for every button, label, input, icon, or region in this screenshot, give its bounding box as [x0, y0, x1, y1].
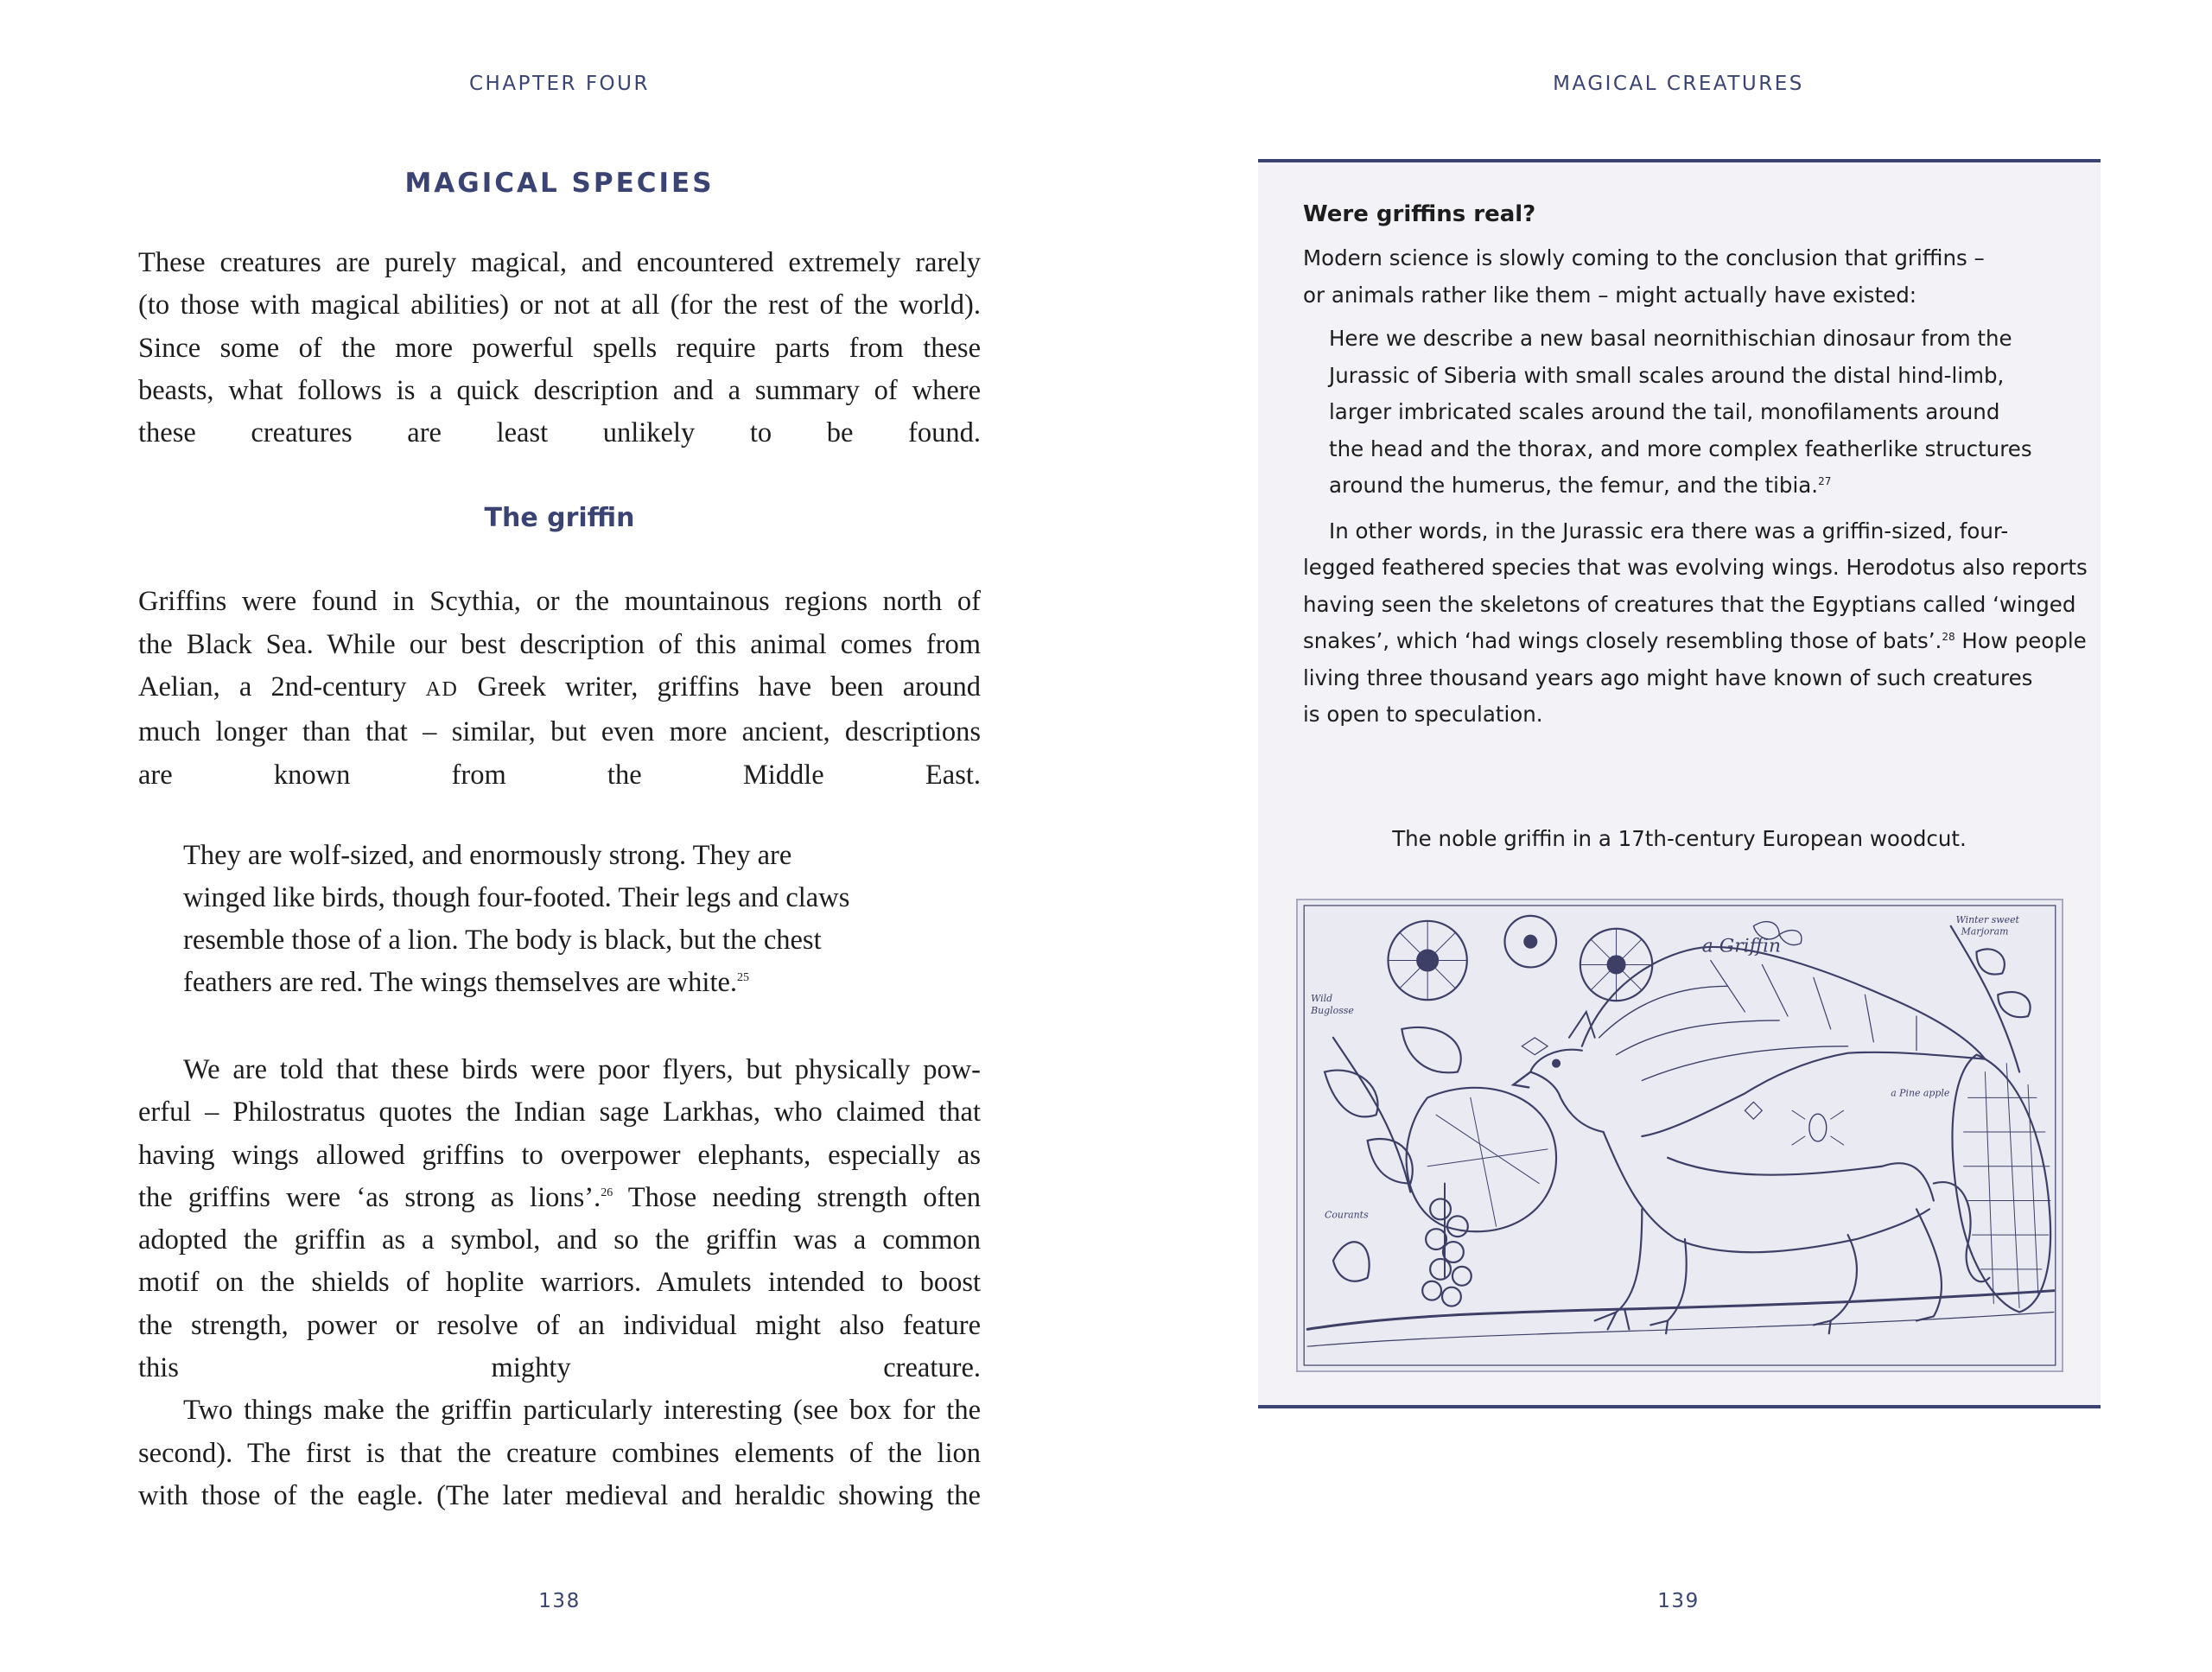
- flyers-paragraph: [138, 1049, 981, 1389]
- text-line: Modern science is slowly coming to the conclusion that griffins –: [1303, 245, 1985, 270]
- two-things-paragraph: [138, 1389, 981, 1517]
- text-line: beasts, what follows is a quick description and a summary of where: [138, 374, 981, 406]
- figure-caption: The noble griffin in a 17th-century European woodcut.: [1392, 826, 1967, 851]
- sidebar-box: [1258, 159, 2101, 1408]
- text-line: adopted the griffin as a symbol, and so the griffin was a common: [138, 1224, 981, 1256]
- quote-line: They are wolf-sized, and enormously strong. They are: [183, 839, 792, 871]
- text-line: the strength, power or resolve of an individual might also feature: [138, 1309, 981, 1341]
- text-line: having seen the skeletons of creatures that the Egyptians called ‘winged: [1303, 591, 2076, 617]
- quote-line: [1329, 467, 2063, 505]
- quote-line: larger imbricated scales around the tail, monofilaments around: [1329, 399, 2000, 424]
- quote-line: Jurassic of Siberia with small scales around the distal hind-limb,: [1329, 362, 2005, 388]
- text-line: These creatures are purely magical, and encountered extremely rarely: [138, 247, 981, 278]
- running-head-left: CHAPTER FOUR: [469, 73, 650, 95]
- woodcut-label-griffin: a Griffin: [1701, 935, 1782, 957]
- quote-line: [183, 962, 981, 1004]
- text-line: with those of the eagle. (The later medieval and heraldic showing the: [138, 1479, 981, 1511]
- woodcut-label-courants: Courants: [1325, 1209, 1369, 1221]
- text-line: these creatures are least unlikely to be found.: [138, 417, 981, 449]
- griffin-woodcut-graphic: [1298, 900, 2062, 1370]
- text-line: living three thousand years ago might have known of such creatures: [1303, 664, 2033, 690]
- page-number-right: 139: [1657, 1590, 1700, 1612]
- text-line: much longer than that – similar, but even more ancient, descriptions: [138, 716, 981, 748]
- text-line: is open to speculation.: [1303, 702, 1543, 727]
- intro-paragraph: [138, 242, 981, 455]
- text-line: erful – Philostratus quotes the Indian sage Larkhas, who claimed that: [138, 1097, 981, 1128]
- text-line: motif on the shields of hoplite warriors. Amulets intended to boost: [138, 1267, 981, 1299]
- woodcut-label-marjoram: Marjoram: [1961, 925, 2009, 938]
- text-line: legged feathered species that was evolving wings. Herodotus also reports: [1303, 555, 2088, 580]
- left-page-text: [138, 162, 981, 1517]
- box-intro: [1303, 240, 2063, 314]
- footnote-marker: 27: [1818, 474, 1832, 487]
- woodcut-label-buglosse: Buglosse: [1311, 1005, 1354, 1017]
- box-title: Were griffins real?: [1303, 201, 1536, 227]
- woodcut-label-pine-apple: a Pine apple: [1891, 1087, 1950, 1099]
- sidebar-box-text: [1303, 197, 2088, 734]
- running-head-right: MAGICAL CREATURES: [1553, 73, 1804, 95]
- text-line: this mighty creature.: [138, 1352, 981, 1384]
- footnote-marker: 26: [601, 1186, 613, 1200]
- box-block-quote: [1329, 321, 2063, 505]
- text-line: having wings allowed griffins to overpower elephants, especially as: [138, 1139, 981, 1171]
- woodcut-label-winter-sweet: Winter sweet: [1955, 913, 2019, 925]
- text-line: We are told that these birds were poor flyers, but physically pow-: [183, 1053, 981, 1085]
- text-line: (to those with magical abilities) or not at all (for the rest of the world).: [138, 289, 981, 321]
- text-line: or animals rather like them – might actually have existed:: [1303, 282, 1917, 308]
- text-line: Griffins were found in Scythia, or the mountainous regions north of: [138, 586, 981, 618]
- text-line: the Black Sea. While our best description of this animal comes from: [138, 628, 981, 660]
- text-line: In other words, in the Jurassic era there was a griffin-sized, four-: [1329, 518, 2009, 544]
- text-fragment: Greek writer, griffins have been around: [458, 671, 981, 703]
- text-line: Two things make the griffin particularly interesting (see box for the: [183, 1395, 981, 1427]
- block-quote-aelian: [183, 835, 981, 1004]
- griffin-woodcut-illustration: [1296, 899, 2063, 1372]
- griffin-paragraph: [138, 581, 981, 796]
- text-fragment: feathers are red. The wings themselves are white.: [183, 966, 738, 998]
- text-line: [138, 1177, 981, 1219]
- footnote-marker: 25: [737, 971, 750, 985]
- text-fragment: the griffins were ‘as strong as lions’.: [138, 1181, 601, 1213]
- text-line: [1303, 623, 2087, 660]
- text-fragment: How people: [1955, 628, 2087, 653]
- text-fragment: around the humerus, the femur, and the tibia.: [1329, 473, 1819, 498]
- text-fragment: Those needing strength often: [613, 1181, 981, 1213]
- text-line: are known from the Middle East.: [138, 759, 981, 791]
- quote-line: Here we describe a new basal neornithischian dinosaur from the: [1329, 326, 2012, 351]
- woodcut-label-wild: Wild: [1311, 993, 1333, 1005]
- box-paragraph: [1303, 513, 2088, 734]
- text-line: second). The first is that the creature combines elements of the lion: [138, 1437, 981, 1469]
- section-title: MAGICAL SPECIES: [404, 168, 715, 199]
- page-number-left: 138: [538, 1590, 581, 1612]
- quote-line: winged like birds, though four-footed. Their legs and claws: [183, 881, 850, 913]
- era-abbreviation: AD: [425, 678, 459, 702]
- subheading-griffin: The griffin: [484, 503, 635, 534]
- text-fragment: Aelian, a 2nd-century: [138, 671, 426, 703]
- footnote-marker: 28: [1942, 630, 1955, 643]
- text-line: Since some of the more powerful spells require parts from these: [138, 332, 981, 364]
- quote-line: the head and the thorax, and more complex featherlike structures: [1329, 435, 2032, 461]
- text-line: [138, 666, 981, 711]
- text-fragment: snakes’, which ‘had wings closely resembling those of bats’.: [1303, 628, 1942, 653]
- quote-line: resemble those of a lion. The body is black, but the chest: [183, 924, 822, 956]
